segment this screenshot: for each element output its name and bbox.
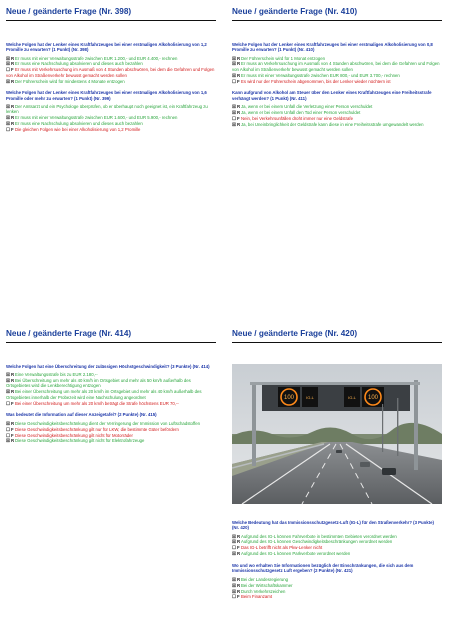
answer-item	[6, 56, 216, 61]
answer-mark: ☒ R	[232, 104, 241, 110]
answer-mark: ☒ R	[6, 121, 15, 127]
answer-item	[232, 116, 442, 121]
answer-text: Ja, bei Uneinbringlichkeit der Geldstrafe kann diese in eine Freiheitsstrafe umgewandelt werden	[241, 121, 424, 127]
answer-mark: ☒ R	[6, 61, 15, 67]
answer-text: Aufgrund des IG-L können Fahrverbote in bestimmten Gebieten verordnet werden	[241, 533, 397, 539]
answer-text: Diese Geschwindigkeitsbeschränkung gilt nicht für Motorräder	[15, 432, 133, 438]
answer-item	[6, 378, 216, 389]
card-body	[232, 520, 442, 600]
speed-left: 100	[283, 395, 295, 401]
answer-text: Eine Verwaltungsstrafe bis zu EUR 2.180,--	[15, 372, 98, 378]
answer-text: Bei einer Überschreitung um mehr als 20 km/h beträgt die Strafe höchstens EUR 70,--	[15, 400, 179, 406]
answer-mark: ☐ F	[6, 400, 14, 406]
answer-item	[6, 67, 216, 78]
card-410	[226, 0, 446, 318]
answer-item	[232, 594, 442, 599]
card-420	[226, 322, 446, 640]
answer-item	[6, 401, 216, 406]
answer-item	[6, 421, 216, 426]
answer-mark: ☒ R	[232, 551, 241, 557]
answer-mark: ☐ F	[232, 115, 240, 121]
answer-item	[232, 104, 442, 109]
answer-item	[232, 122, 442, 127]
answer-item	[232, 110, 442, 115]
answer-text: Er muss eine Nachschulung absolvieren und dieses auch bezahlen	[15, 61, 143, 67]
answer-mark: ☒ R	[6, 78, 15, 84]
card-header: Neue / geänderte Frage (Nr. 414)	[6, 328, 216, 343]
question-text: Welche Folgen hat eine Überschreitung der zulässigen Höchstgeschwindigkeit? (3 Punkte) (Nr. 414)	[6, 364, 210, 369]
answer-item	[6, 121, 216, 126]
answer-mark: ☒ R	[232, 121, 241, 127]
answer-text: Bei der Landesregierung	[241, 576, 289, 582]
answer-item	[6, 389, 216, 400]
answer-mark: ☐ F	[6, 432, 14, 438]
igl-right: IG-L	[348, 395, 356, 400]
answer-item	[232, 534, 442, 539]
answer-text: Es wird nur der Führerschein abgenommen, bis der Lenker wieder nüchtern ist	[241, 78, 391, 84]
answer-text: Aufgrund des IG-L können Geschwindigkeitsbeschränkungen verordnet werden	[241, 539, 393, 545]
answer-item	[6, 79, 216, 84]
answer-text: Bei Überschreitung um mehr als 40 km/h im Ortsgebiet und mehr als 50 km/h außerhalb des Ortsgebietes wird die Lenkberechtigung entzogen	[6, 378, 191, 389]
answer-mark: ☒ R	[232, 533, 241, 539]
answer-item	[232, 551, 442, 556]
card-414	[0, 322, 220, 640]
answer-mark: ☒ R	[232, 72, 241, 78]
answer-item	[6, 433, 216, 438]
answer-text: Beim Finanzamt	[241, 594, 273, 600]
answer-text: Er muss an Verkehrsuschung im Ausmaß von 4 Stunden abschwören, bei dem die Gefahren und Folgen von Alkohol im Straßenverkehr bewusst gemacht werden sollen	[232, 61, 440, 72]
answer-mark: ☒ R	[6, 55, 15, 61]
answer-item	[6, 127, 216, 132]
card-header: Neue / geänderte Frage (Nr. 420)	[232, 328, 442, 343]
answer-item	[232, 73, 442, 78]
highway-sign-photo	[232, 364, 442, 504]
igl-left: IG-L	[306, 395, 314, 400]
answer-text: Nein, bei Verkehrsunfällen droht immer nur eine Geldstrafe	[241, 115, 354, 121]
answer-mark: ☒ R	[232, 61, 241, 67]
card-header: Neue / geänderte Frage (Nr. 398)	[6, 6, 216, 21]
answer-mark: ☒ R	[6, 420, 15, 426]
answer-text: Diese Geschwindigkeitsbeschränkung gilt nur für LKW, die bestimmte Güter befördern	[15, 426, 179, 432]
answer-text: Das IG-L betrifft nicht als Pkw-Lenker nicht	[241, 545, 323, 551]
answer-item	[232, 539, 442, 544]
answer-text: Ja, wenn er bei einem Unfall die Verletzung einer Person verschuldet	[241, 104, 373, 110]
card-body	[6, 42, 216, 133]
answer-item	[232, 56, 442, 61]
answer-item	[232, 583, 442, 588]
answer-text: Bei der Wirtschaftskammer	[241, 582, 293, 588]
answer-item	[6, 427, 216, 432]
question-text: Welche Bedeutung hat das Immissionsschutzgesetz-Luft (IG-L) für den Straßenverkehr? (3 Punkte) (Nr. 420)	[232, 520, 434, 531]
answer-text: Diese Geschwindigkeitsbeschränkung gilt nicht für Elektrofahrzeuge	[15, 438, 145, 444]
answer-item	[232, 61, 442, 72]
answer-mark: ☒ R	[6, 378, 15, 384]
answer-item	[232, 589, 442, 594]
answer-mark: ☒ R	[232, 576, 241, 582]
answer-mark: ☒ R	[232, 588, 241, 594]
answer-mark: ☒ R	[6, 372, 15, 378]
answer-mark: ☐ F	[232, 594, 240, 600]
answer-item	[232, 79, 442, 84]
answer-text: Der Amtsarzt und ein Psychologe überprüfen, ob er überhaupt noch geeignet ist, ein Kraftfahrzeug zu lenken	[6, 104, 208, 115]
answer-text: Er muss mit einer Verwaltungsstrafe zwischen EUR 1.600,- und EUR 5.900,- rechnen	[15, 115, 178, 121]
answer-text: Bei einer Überschreitung um mehr als 20 km/h im Ortsgebiet und mehr als 40 km/h außerhalb des Ortsgebietes innerhalb der Probezeit wird eine Nachschulung angeordnet	[6, 389, 202, 400]
answer-text: Diese Geschwindigkeitsbeschränkung dient der Verringerung der Immission von Luftschadstoffen	[15, 420, 201, 426]
answer-text: Er muss mit einer Verwaltungsstrafe zwischen EUR 800,- und EUR 3.700,- rechnen	[241, 72, 400, 78]
answer-mark: ☐ F	[6, 426, 14, 432]
answer-item	[6, 438, 216, 443]
answer-text: Die gleichen Folgen wie bei einer Alkoholisierung von 1,2 Promille	[15, 127, 141, 133]
card-body	[232, 42, 442, 128]
answer-text: Aufgrund des IG-L können Parkverbote verordnet werden	[241, 551, 351, 557]
answer-mark: ☐ F	[6, 67, 14, 73]
answer-mark: ☒ R	[232, 582, 241, 588]
answer-item	[232, 577, 442, 582]
answer-mark: ☒ R	[6, 115, 15, 121]
answer-item	[6, 104, 216, 115]
answer-text: Er muss eine Nachschulung absolvieren und dieses auch bezahlen	[15, 121, 143, 127]
answer-text: Der Führerschein wird für 1 Monat entzogen	[241, 55, 326, 61]
answer-mark: ☐ F	[232, 545, 240, 551]
answer-item	[6, 115, 216, 120]
answer-mark: ☒ R	[6, 389, 15, 395]
answer-mark: ☐ F	[6, 127, 14, 133]
answer-text: Der Führerschein wird für mindestens 4 Monate entzogen	[15, 78, 125, 84]
answer-text: Er muss mit Verkehrsuschung im Ausmaß von 4 Stunden abschwören, bei dem die Gefahren und Folgen von Alkohol im Straßenverkehr bewusst gemacht werden sollen	[6, 67, 215, 78]
answer-item	[232, 545, 442, 550]
question-text: Welche Folgen hat der Lenker eines Kraftfahrzeuges bei einer erstmaligen Alkoholisierung von 1,6 Promille oder mehr zu erwarten? (1 Punkt) (Nr. 399)	[6, 90, 207, 101]
answer-text: Durch Verkehrszeichen	[241, 588, 286, 594]
question-text: Welche Folgen hat der Lenker eines Kraftfahrzeuges bei einer erstmaligen Alkoholisierung von 0,8 Promille zu erwarten? (1 Punkt) (Nr. 410)	[232, 42, 433, 53]
question-text: Welche Folgen hat der Lenker eines Kraftfahrzeuges bei einer erstmaligen Alkoholisierung von 1,2 Promille zu erwarten? (1 Punkt) (Nr. 398)	[6, 42, 207, 53]
speed-right: 100	[367, 395, 379, 401]
answer-mark: ☒ R	[232, 539, 241, 545]
answer-mark: ☒ R	[232, 55, 241, 61]
answer-mark: ☐ F	[232, 78, 240, 84]
answer-mark: ☒ R	[6, 438, 15, 444]
card-body	[6, 364, 216, 444]
answer-text: Er muss mit einer Verwaltungsstrafe zwischen EUR 1.200,- und EUR 4.400,- rechnen	[15, 55, 178, 61]
answer-item	[6, 372, 216, 377]
question-text: Was bedeutet die Information auf dieser Anzeigetafel? (2 Punkte) (Nr. 415)	[6, 412, 157, 418]
answer-mark: ☒ R	[6, 104, 15, 110]
card-header: Neue / geänderte Frage (Nr. 410)	[232, 6, 442, 21]
question-text: Kann aufgrund von Alkohol am Steuer über den Lenker eines Kraftfahrzeuges eine Freiheitsstrafe verhängt werden? (1 Punkt) (Nr. 411)	[232, 90, 432, 101]
card-398	[0, 0, 220, 318]
answer-mark: ☒ R	[232, 109, 241, 115]
answer-text: Ja, wenn er bei einem Unfall den Tod einer Person verschuldet	[241, 109, 361, 115]
answer-item	[6, 61, 216, 66]
question-text: Wo und wo erhalten Sie Informationen bezüglich der Einschränkungen, die sich aus dem Immissionsschutzgesetz Luft ergeben? (2 Punkte) (Nr. 421)	[232, 563, 414, 574]
